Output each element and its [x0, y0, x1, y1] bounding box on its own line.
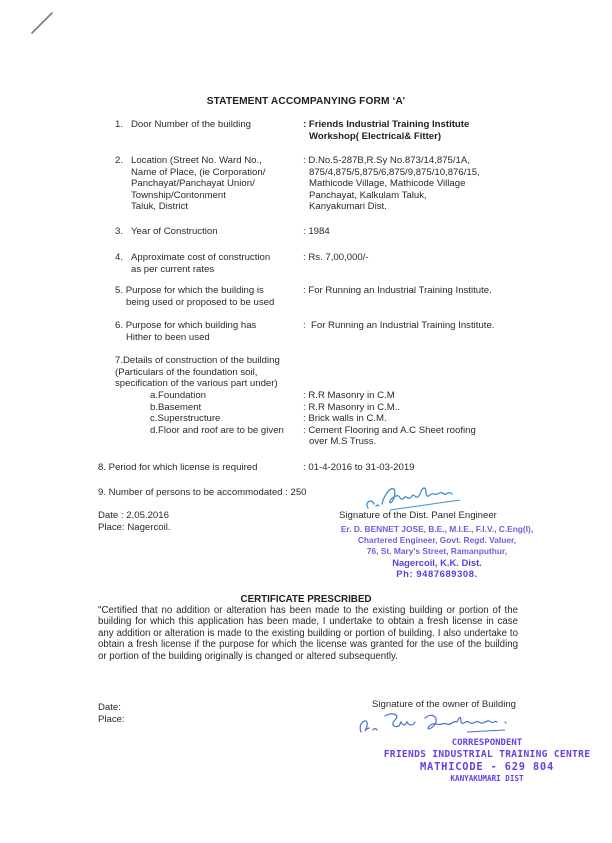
- item-6-label: 6. Purpose for which building has Hither to been used: [115, 320, 257, 343]
- subitem-basement-value: : R.R Masonry in C.M..: [303, 401, 401, 413]
- item-2-value: : D.No.5-287B,R.Sy No.873/14,875/1A, 875/4,875/5,875/6,875/9,875/10,876/15, Mathicode Village, Mathicode Village Panchayat, Kalkulam Taluk, Kanyakumari Dist.: [303, 155, 480, 213]
- subitem-floor-roof-label: d.Floor and roof are to be given: [150, 424, 284, 436]
- subitem-superstructure-label: c.Superstructure: [150, 413, 221, 425]
- item-3-label: 3. Year of Construction: [115, 226, 218, 237]
- date-place-block: [98, 510, 171, 533]
- item-5-label: 5. Purpose for which the building is being used or proposed to be used: [115, 285, 275, 308]
- engineer-stamp: Er. D. BENNET JOSE, B.E., M.I.E., F.I.V., C.Eng(I), Chartered Engineer, Govt. Regd. Valuer, 76, St. Mary's Street, Ramanputhur, Nagercoil, K.K. Dist. Ph: 9487689308.: [340, 524, 534, 579]
- engineer-signature: [360, 478, 470, 514]
- certificate-heading: CERTIFICATE PRESCRIBED: [240, 594, 372, 605]
- date-text: Date : 2.05.2016: [98, 510, 169, 521]
- footer-place-label: Place:: [98, 713, 125, 725]
- owner-stamp: CORRESPONDENT FRIENDS INDUSTRIAL TRAINING CENTRE MATHICODE - 629 804 KANYAKUMARI DIST: [383, 738, 591, 783]
- owner-signature: [355, 708, 530, 738]
- item-1-label: 1. Door Number of the building: [115, 119, 251, 130]
- item-8-label: 8. Period for which license is required: [98, 462, 258, 473]
- item-9: 9. Number of persons to be accommodated : 250: [98, 487, 307, 498]
- pen-mark: [28, 10, 58, 36]
- footer-date-place: [98, 702, 125, 725]
- item-6-value: : For Running an Industrial Training Institute.: [303, 320, 495, 331]
- item-7-subvalues: : R.R Masonry in C.M : R.R Masonry in C.M.. : Brick walls in C.M. : Cement Flooring and A.C Sheet roofing over M.S Truss.: [303, 390, 476, 448]
- item-4-label: 4. Approximate cost of construction as per current rates: [115, 252, 271, 275]
- place-text: Place: Nagercoil.: [98, 521, 171, 533]
- item-7-sublabels: [150, 390, 284, 436]
- certificate-body: "Certified that no addition or alteration has been made to the existing building or portion of the building for which this application has been made, I undertake to obtain a fresh license in case any addition or alteration is made to the existing building or portion of building. I also undertake to obtain a fresh license if the purpose for which the license was granted for the use of the building or portion of the building originally is changed or altered subsequently.: [98, 605, 518, 662]
- subitem-foundation-label: a.Foundation: [150, 390, 207, 401]
- item-number: 1.: [115, 119, 124, 130]
- subitem-superstructure-value: : Brick walls in C.M.: [303, 413, 387, 425]
- subitem-basement-label: b.Basement: [150, 401, 202, 413]
- item-2-label: 2. Location (Street No. Ward No., Name of Place, (ie Corporation/ Panchayat/Panchayat Union/ Township/Contonment Taluk, District: [115, 155, 266, 213]
- footer-date-label: Date:: [98, 702, 121, 713]
- item-4-value: : Rs. 7,00,000/-: [303, 252, 369, 263]
- item-3-value: : 1984: [303, 226, 330, 237]
- subitem-foundation-value: : R.R Masonry in C.M: [303, 390, 395, 401]
- owner-signature-caption: Signature of the owner of Building: [372, 699, 516, 710]
- engineer-signature-caption: Signature of the Dist. Panel Engineer: [339, 510, 497, 521]
- item-1-value: : Friends Industrial Training Institute Workshop( Electrical& Fitter): [303, 119, 470, 142]
- document-title: STATEMENT ACCOMPANYING FORM ‘A’: [206, 96, 406, 107]
- item-5-value: : For Running an Industrial Training Institute.: [303, 285, 492, 296]
- item-8-value: : 01-4-2016 to 31-03-2019: [303, 462, 415, 473]
- subitem-floor-roof-value: : Cement Flooring and A.C Sheet roofing: [303, 424, 476, 436]
- item-7-label: 7.Details of construction of the building (Particulars of the foundation soil, specification of the various part under): [115, 355, 280, 390]
